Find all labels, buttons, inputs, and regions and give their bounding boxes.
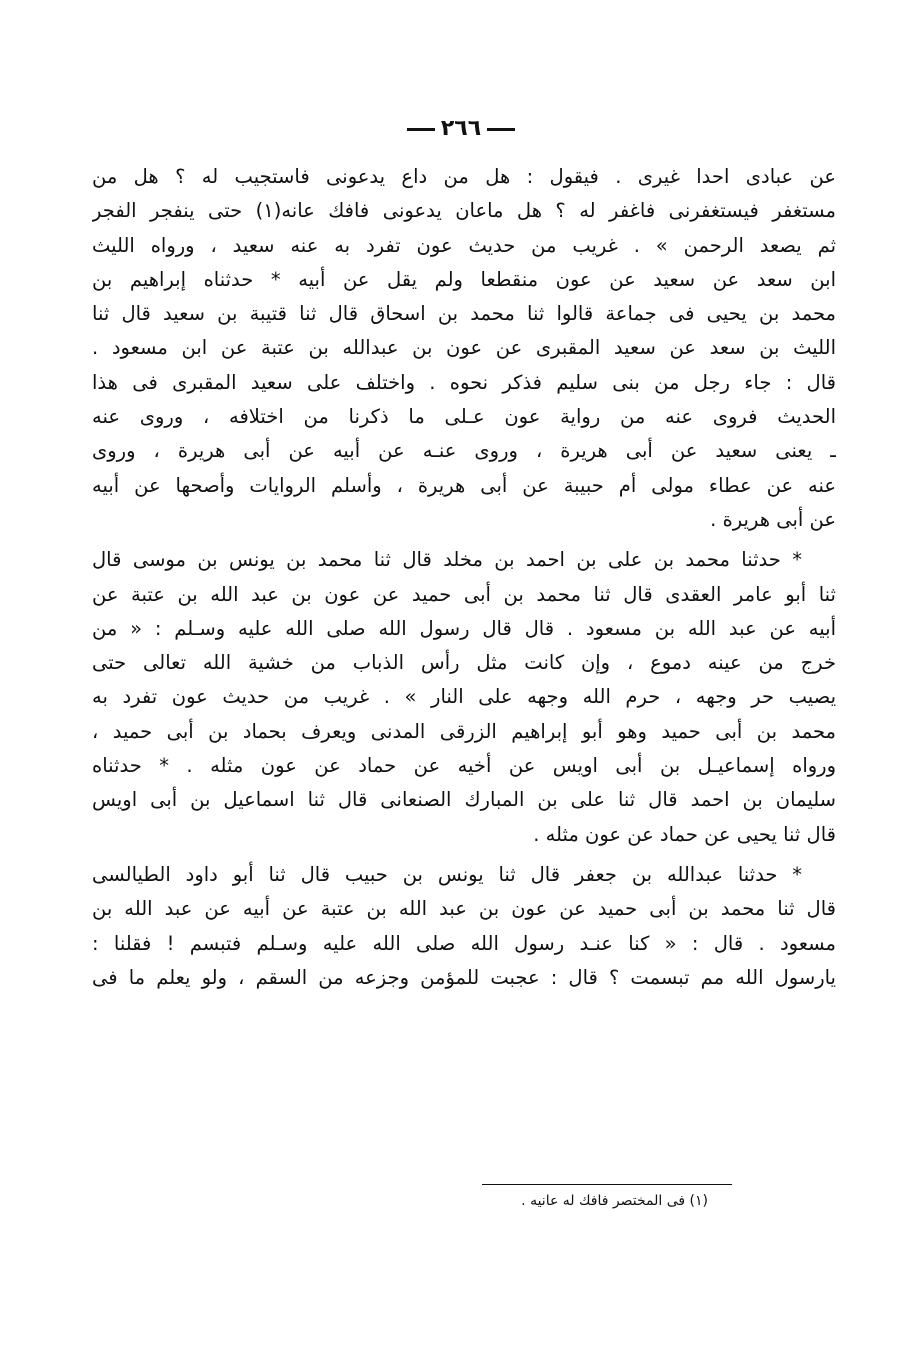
text-line: ابن سعد عن سعيد عن عون منقطعا ولم يقل عن أبيه * حدثناه إبراهيم بن <box>92 267 836 291</box>
text-line: محمد بن يحيى فى جماعة قالوا ثنا محمد بن اسحاق قال ثنا قتيبة بن سعيد قال ثنا <box>92 302 836 326</box>
text-line: عن عبادى احدا غيرى . فيقول : هل من داع يدعونى فاستجيب له ؟ هل من <box>92 165 836 188</box>
footnote-rule <box>482 1184 732 1185</box>
text-line: مستغفر فيستغفرنى فاغفر له ؟ هل ماعان يدعونى فافك عانه(١) حتى ينفجر الفجر <box>92 199 836 223</box>
text-line: خرج من عينه دموع ، وإن كانت مثل رأس الذباب من خشية الله تعالى حتى <box>92 651 836 675</box>
text-line: سليمان بن احمد قال ثنا على بن المبارك الصنعانى قال ثنا اسماعيل بن أبى اويس <box>92 788 836 812</box>
paragraph-1 <box>92 160 836 537</box>
page-number-text: ٢٦٦ <box>440 116 482 141</box>
text-line: أبيه عن عبد الله بن مسعود . قال قال رسول الله صلى الله عليه وسـلم : « من <box>92 616 836 640</box>
text-line: الحديث فروى عنه من رواية عون عـلى ما ذكرنا من اختلافه ، وروى عنه <box>92 405 836 429</box>
text-line: ثم يصعد الرحمن » . غريب من حديث عون تفرد به عنه سعيد ، ورواه الليث <box>92 233 836 257</box>
body-text <box>92 160 836 1001</box>
text-line: قال : جاء رجل من بنى سليم فذكر نحوه . واختلف على سعيد المقبرى فى هذا <box>92 370 836 394</box>
footnote: (١) فى المختصر فافك له عانيه . <box>521 1193 708 1209</box>
paragraph-3 <box>92 858 836 995</box>
paragraph-2 <box>92 543 836 852</box>
text-line: ثنا أبو عامر العقدى قال ثنا محمد بن أبى حميد عن عون بن عبد الله بن عتبة عن <box>92 582 836 606</box>
text-line: الليث بن سعد عن سعيد المقبرى عن عون بن عبدالله بن عتبة عن ابن مسعود . <box>92 336 836 360</box>
text-line: ـ يعنى سعيد عن أبى هريرة ، وروى عنـه عن أبيه عن أبى هريرة ، وروى <box>92 439 836 463</box>
text-line: * حدثنا محمد بن على بن احمد بن مخلد قال ثنا محمد بن يونس بن موسى قال <box>92 548 802 572</box>
text-line: ورواه إسماعيـل بن أبى اويس عن أخيه عن حماد عن عون مثله . * حدثناه <box>92 754 836 778</box>
text-line: عن أبى هريرة . <box>710 507 836 531</box>
text-line: قال ثنا محمد بن أبى حميد عن عون بن عبد الله بن عتبة عن أبيه عن عبد الله بن <box>92 897 836 921</box>
page-number-dash-right <box>407 128 435 131</box>
text-line: قال ثنا يحيى عن حماد عن عون مثله . <box>533 822 836 846</box>
text-line: * حدثنا عبدالله بن جعفر قال ثنا يونس بن حبيب قال ثنا أبو داود الطيالسى <box>92 862 802 886</box>
page-number <box>0 116 922 141</box>
text-line: يصيب حر وجهه ، حرم الله وجهه على النار » . غريب من حديث عون تفرد به <box>92 685 836 709</box>
text-line: يارسول الله مم تبسمت ؟ قال : عجبت للمؤمن وجزعه من السقم ، ولو يعلم ما فى <box>92 965 836 989</box>
text-line: محمد بن أبى حميد وهو أبو إبراهيم الزرقى المدنى ويعرف بحماد بن أبى حميد ، <box>92 719 836 743</box>
page-number-dash-left <box>487 128 515 131</box>
text-line: عنه عن عطاء مولى أم حبيبة عن أبى هريرة ، وأسلم الروايات وأصحها عن أبيه <box>92 473 836 497</box>
text-line: مسعود . قال : « كنا عنـد رسول الله صلى الله عليه وسـلم فتبسم ! فقلنا : <box>92 931 836 955</box>
